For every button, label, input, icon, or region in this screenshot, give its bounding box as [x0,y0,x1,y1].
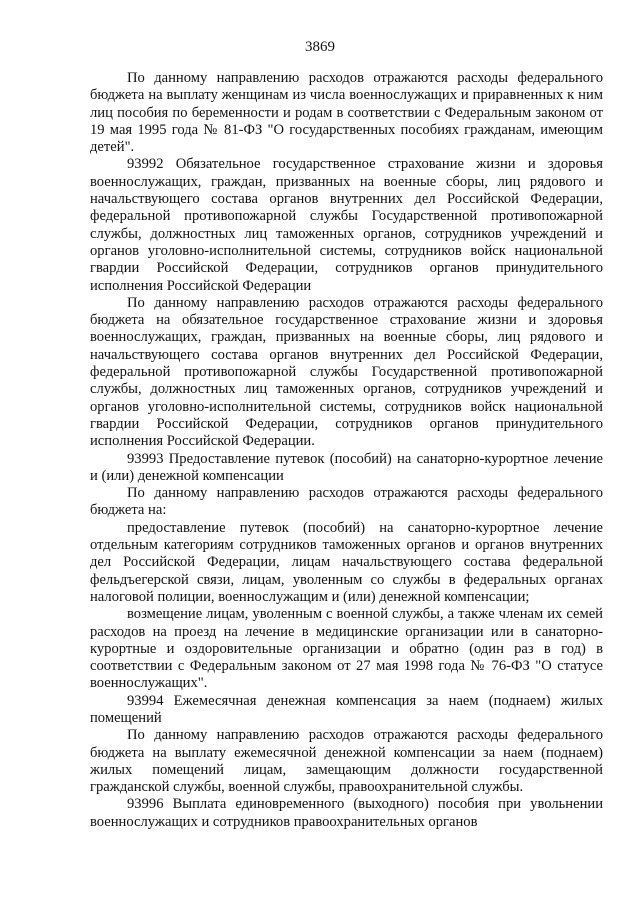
paragraph-93993-description: По данному направлению расходов отражаются расходы федерального бюджета на: [90,485,603,519]
paragraph-93992-description: По данному направлению расходов отражаются расходы федерального бюджета на обязательное государственное страхование жизни и здоровья военнослужащих, граждан, призванных на военные сборы, лиц рядового и начальствующего состава органов внутренних дел Российской Федерации, федеральной противопожарной службы Государственной противопожарной службы, должностных лиц таможенных органов, сотрудников учреждений и органов уголовно-исполнительной системы, сотрудников войск национальной гвардии Российской Федерации, сотрудников органов принудительного исполнения Российской Федерации. [90,294,603,450]
paragraph-93993-item-reimbursement: возмещение лицам, уволенным с военной службы, а также членам их семей расходов на проезд на лечение в медицинские организации или в санаторно-курортные и оздоровительные организации и обратно (один раз в год) в соответствии с Федеральным законом от 27 мая 1998 года № 76-ФЗ "О статусе военнослужащих". [90,606,603,692]
paragraph-maternity-benefit-description: По данному направлению расходов отражаются расходы федерального бюджета на выплату женщинам из числа военнослужащих и приравненных к ним лиц пособия по беременности и родам в соответствии с Федеральным законом от 19 мая 1995 года № 81-ФЗ "О государственных пособиях гражданам, имеющим детей". [90,70,603,156]
paragraph-93994-heading: 93994 Ежемесячная денежная компенсация за наем (поднаем) жилых помещений [90,692,603,726]
paragraph-93993-item-vouchers: предоставление путевок (пособий) на санаторно-курортное лечение отдельным категориям сотрудников таможенных органов и органов внутренних дел Российской Федерации, лицам начальствующего состава федеральной фельдъегерской связи, лицам, уволенным со службы в федеральных органах налоговой полиции, военнослужащим и (или) денежной компенсации; [90,519,603,605]
document-body [90,70,603,831]
page-number: 3869 [305,39,335,55]
paragraph-93996-heading: 93996 Выплата единовременного (выходного) пособия при увольнении военнослужащих и сотрудников правоохранительных органов [90,796,603,830]
paragraph-93992-heading: 93992 Обязательное государственное страхование жизни и здоровья военнослужащих, граждан, призванных на военные сборы, лиц рядового и начальствующего состава органов внутренних дел Российской Федерации, федеральной противопожарной службы Государственной противопожарной службы, должностных лиц таможенных органов, сотрудников учреждений и органов уголовно-исполнительной системы, сотрудников войск национальной гвардии Российской Федерации, сотрудников органов принудительного исполнения Российской Федерации [90,156,603,294]
paragraph-93993-heading: 93993 Предоставление путевок (пособий) на санаторно-курортное лечение и (или) денежной компенсации [90,450,603,484]
paragraph-93994-description: По данному направлению расходов отражаются расходы федерального бюджета на выплату ежемесячной денежной компенсации за наем (поднаем) жилых помещений лицам, замещающим должности государственной гражданской службы, военной службы, правоохранительной службы. [90,727,603,796]
